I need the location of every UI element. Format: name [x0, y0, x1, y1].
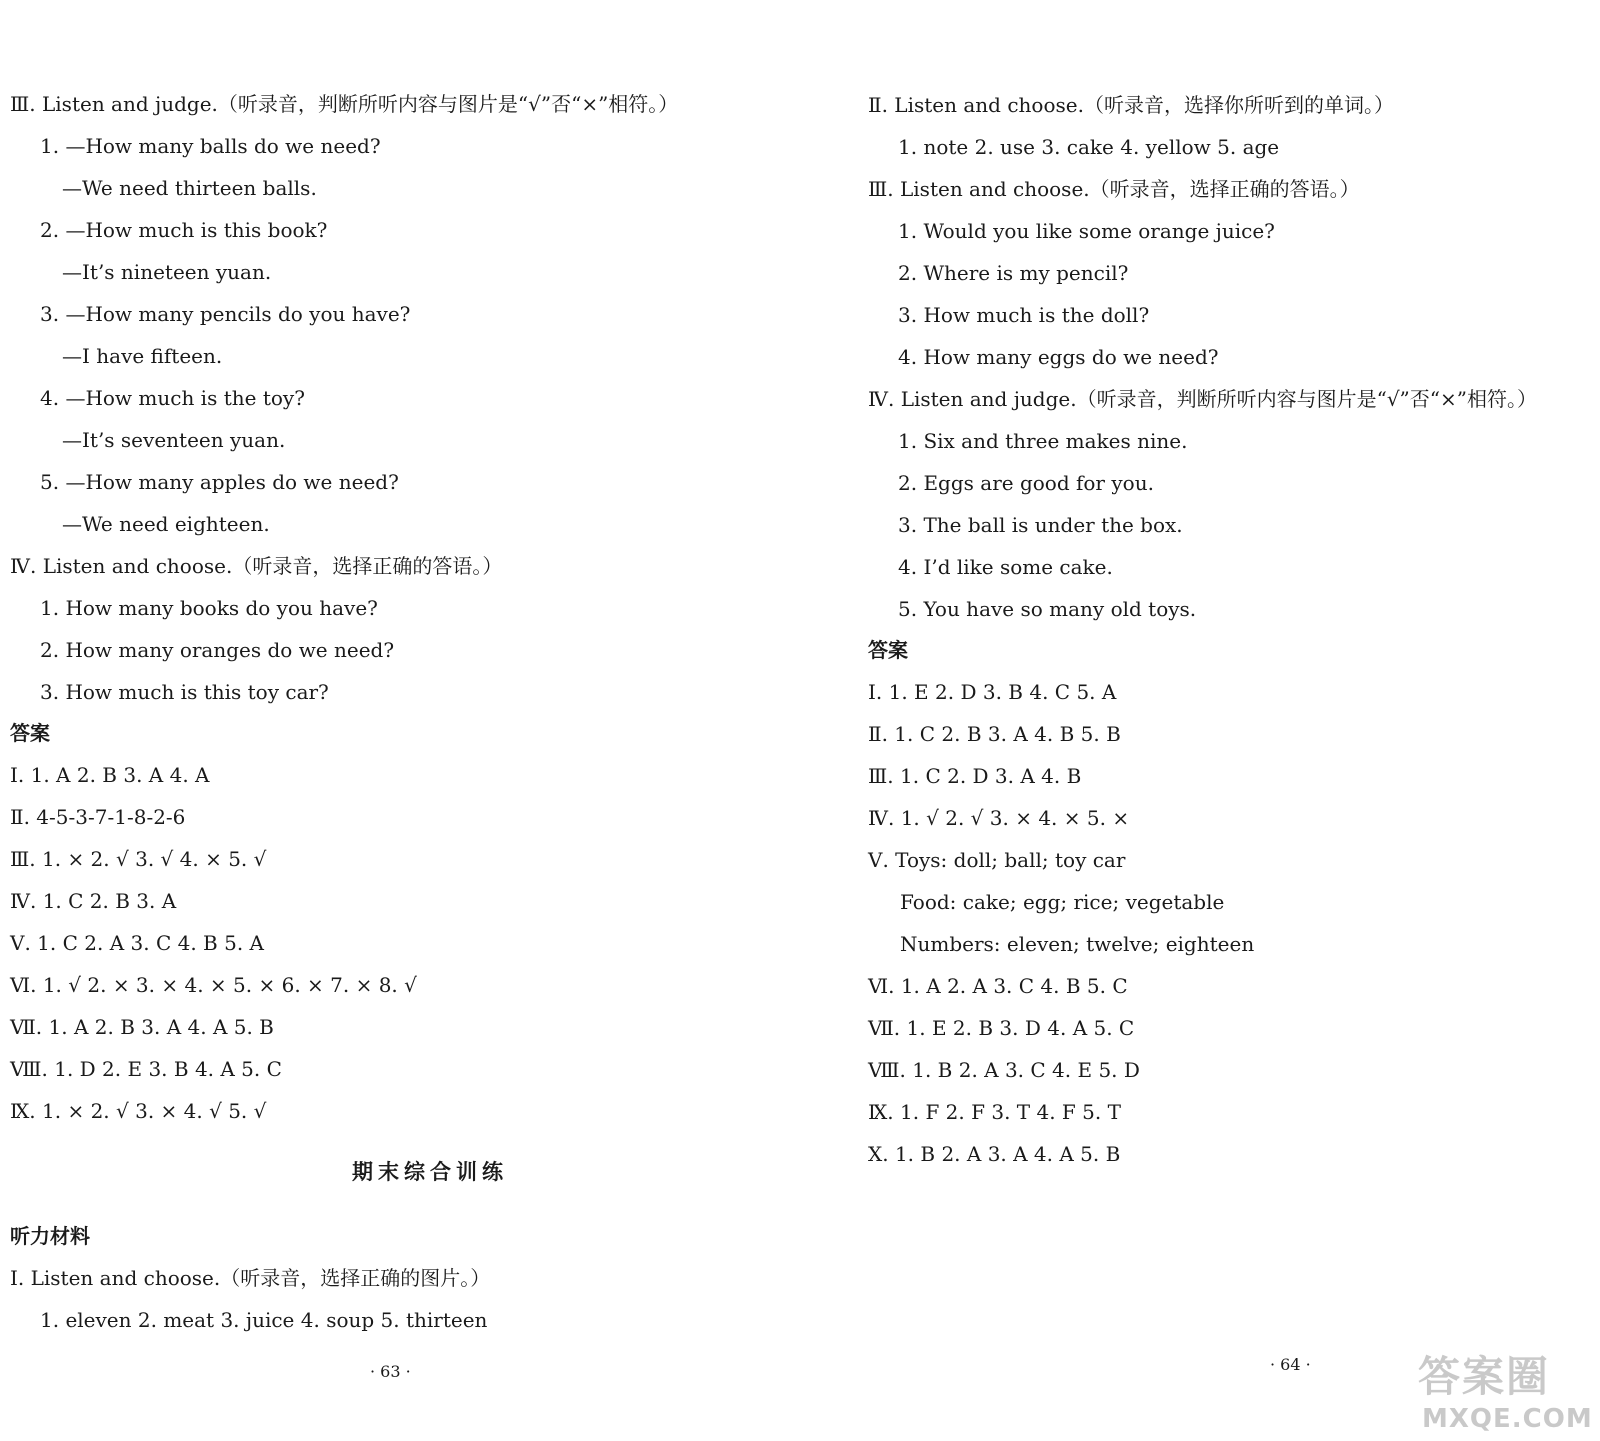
- section-4-item-1: 1. Six and three makes nine.: [898, 429, 1188, 453]
- answer-1: —We need thirteen balls.: [62, 176, 317, 200]
- answer-3: —I have fifteen.: [62, 344, 223, 368]
- answer-key-right-row-2: Ⅱ. 1. C 2. B 3. A 4. B 5. B: [868, 722, 1121, 746]
- section-4-item-2: 2. Eggs are good for you.: [898, 471, 1154, 495]
- answer-key-right-row-3: Ⅲ. 1. C 2. D 3. A 4. B: [868, 764, 1082, 788]
- answer-key-right-row-9: Ⅸ. 1. F 2. F 3. T 4. F 5. T: [868, 1100, 1121, 1124]
- section-4-question-2: 2. How many oranges do we need?: [40, 638, 395, 662]
- answer-key-right-row-10: Ⅹ. 1. B 2. A 3. A 4. A 5. B: [868, 1142, 1121, 1166]
- question-1: 1. —How many balls do we need?: [40, 134, 381, 158]
- answer-key-row-8: Ⅷ. 1. D 2. E 3. B 4. A 5. C: [10, 1057, 282, 1081]
- page-number-left: · 63 ·: [370, 1362, 411, 1381]
- section-4-heading: Ⅳ. Listen and choose.（听录音，选择正确的答语。）: [10, 554, 503, 578]
- section-3-heading-right: Ⅲ. Listen and choose.（听录音，选择正确的答语。）: [868, 177, 1360, 201]
- section-2-words: 1. note 2. use 3. cake 4. yellow 5. age: [898, 135, 1280, 159]
- answer-4: —It’s seventeen yuan.: [62, 428, 286, 452]
- question-4: 4. —How much is the toy?: [40, 386, 305, 410]
- answer-key-right-row-5-numbers: Numbers: eleven; twelve; eighteen: [900, 932, 1255, 956]
- answer-key-right-row-6: Ⅵ. 1. A 2. A 3. C 4. B 5. C: [868, 974, 1128, 998]
- answer-key-row-1: Ⅰ. 1. A 2. B 3. A 4. A: [10, 763, 210, 787]
- answer-key-row-4: Ⅳ. 1. C 2. B 3. A: [10, 889, 177, 913]
- section-1-words: 1. eleven 2. meat 3. juice 4. soup 5. thirteen: [40, 1308, 488, 1332]
- section-4-item-5: 5. You have so many old toys.: [898, 597, 1197, 621]
- section-4-item-4: 4. I’d like some cake.: [898, 555, 1113, 579]
- section-4-question-1: 1. How many books do you have?: [40, 596, 378, 620]
- section-3-question-2: 2. Where is my pencil?: [898, 261, 1129, 285]
- answer-key-right-row-4: Ⅳ. 1. √ 2. √ 3. × 4. × 5. ×: [868, 806, 1130, 830]
- listening-material-heading: 听力材料: [10, 1224, 90, 1248]
- question-5: 5. —How many apples do we need?: [40, 470, 399, 494]
- site-watermark: [1418, 1352, 1593, 1434]
- page-number-right: · 64 ·: [1270, 1355, 1311, 1374]
- answers-heading-right: 答案: [868, 638, 908, 662]
- final-review-title: 期末综合训练: [352, 1159, 508, 1184]
- section-3-heading: Ⅲ. Listen and judge.（听录音，判断所听内容与图片是“√”否“×”相符。）: [10, 92, 679, 116]
- answer-key-row-9: Ⅸ. 1. × 2. √ 3. × 4. √ 5. √: [10, 1099, 267, 1123]
- section-4-question-3: 3. How much is this toy car?: [40, 680, 329, 704]
- answer-key-row-5: Ⅴ. 1. C 2. A 3. C 4. B 5. A: [10, 931, 264, 955]
- question-2: 2. —How much is this book?: [40, 218, 328, 242]
- section-3-question-3: 3. How much is the doll?: [898, 303, 1150, 327]
- answer-key-right-row-5-food: Food: cake; egg; rice; vegetable: [900, 890, 1225, 914]
- section-1-heading: Ⅰ. Listen and choose.（听录音，选择正确的图片。）: [10, 1266, 491, 1290]
- watermark-domain: MXQE.COM: [1422, 1404, 1593, 1434]
- answer-key-right-row-1: Ⅰ. 1. E 2. D 3. B 4. C 5. A: [868, 680, 1117, 704]
- answer-key-right-row-5: Ⅴ. Toys: doll; ball; toy car: [868, 848, 1126, 872]
- right-page: [860, 0, 1600, 1441]
- answer-2: —It’s nineteen yuan.: [62, 260, 272, 284]
- answer-key-row-3: Ⅲ. 1. × 2. √ 3. √ 4. × 5. √: [10, 847, 267, 871]
- answer-5: —We need eighteen.: [62, 512, 270, 536]
- answer-key-row-7: Ⅶ. 1. A 2. B 3. A 4. A 5. B: [10, 1015, 274, 1039]
- section-3-question-4: 4. How many eggs do we need?: [898, 345, 1219, 369]
- answer-key-row-6: Ⅵ. 1. √ 2. × 3. × 4. × 5. × 6. × 7. × 8. √: [10, 973, 417, 997]
- section-3-question-1: 1. Would you like some orange juice?: [898, 219, 1275, 243]
- answer-key-right-row-8: Ⅷ. 1. B 2. A 3. C 4. E 5. D: [868, 1058, 1140, 1082]
- answer-key-right-row-7: Ⅶ. 1. E 2. B 3. D 4. A 5. C: [868, 1016, 1135, 1040]
- answers-heading: 答案: [10, 721, 50, 745]
- section-4-heading-right: Ⅳ. Listen and judge.（听录音，判断所听内容与图片是“√”否“×”相符。）: [868, 387, 1537, 411]
- watermark-logo-text: 答案圈: [1418, 1352, 1551, 1401]
- section-4-item-3: 3. The ball is under the box.: [898, 513, 1183, 537]
- section-2-heading: Ⅱ. Listen and choose.（听录音，选择你所听到的单词。）: [868, 93, 1394, 117]
- question-3: 3. —How many pencils do you have?: [40, 302, 411, 326]
- answer-key-row-2: Ⅱ. 4-5-3-7-1-8-2-6: [10, 805, 186, 829]
